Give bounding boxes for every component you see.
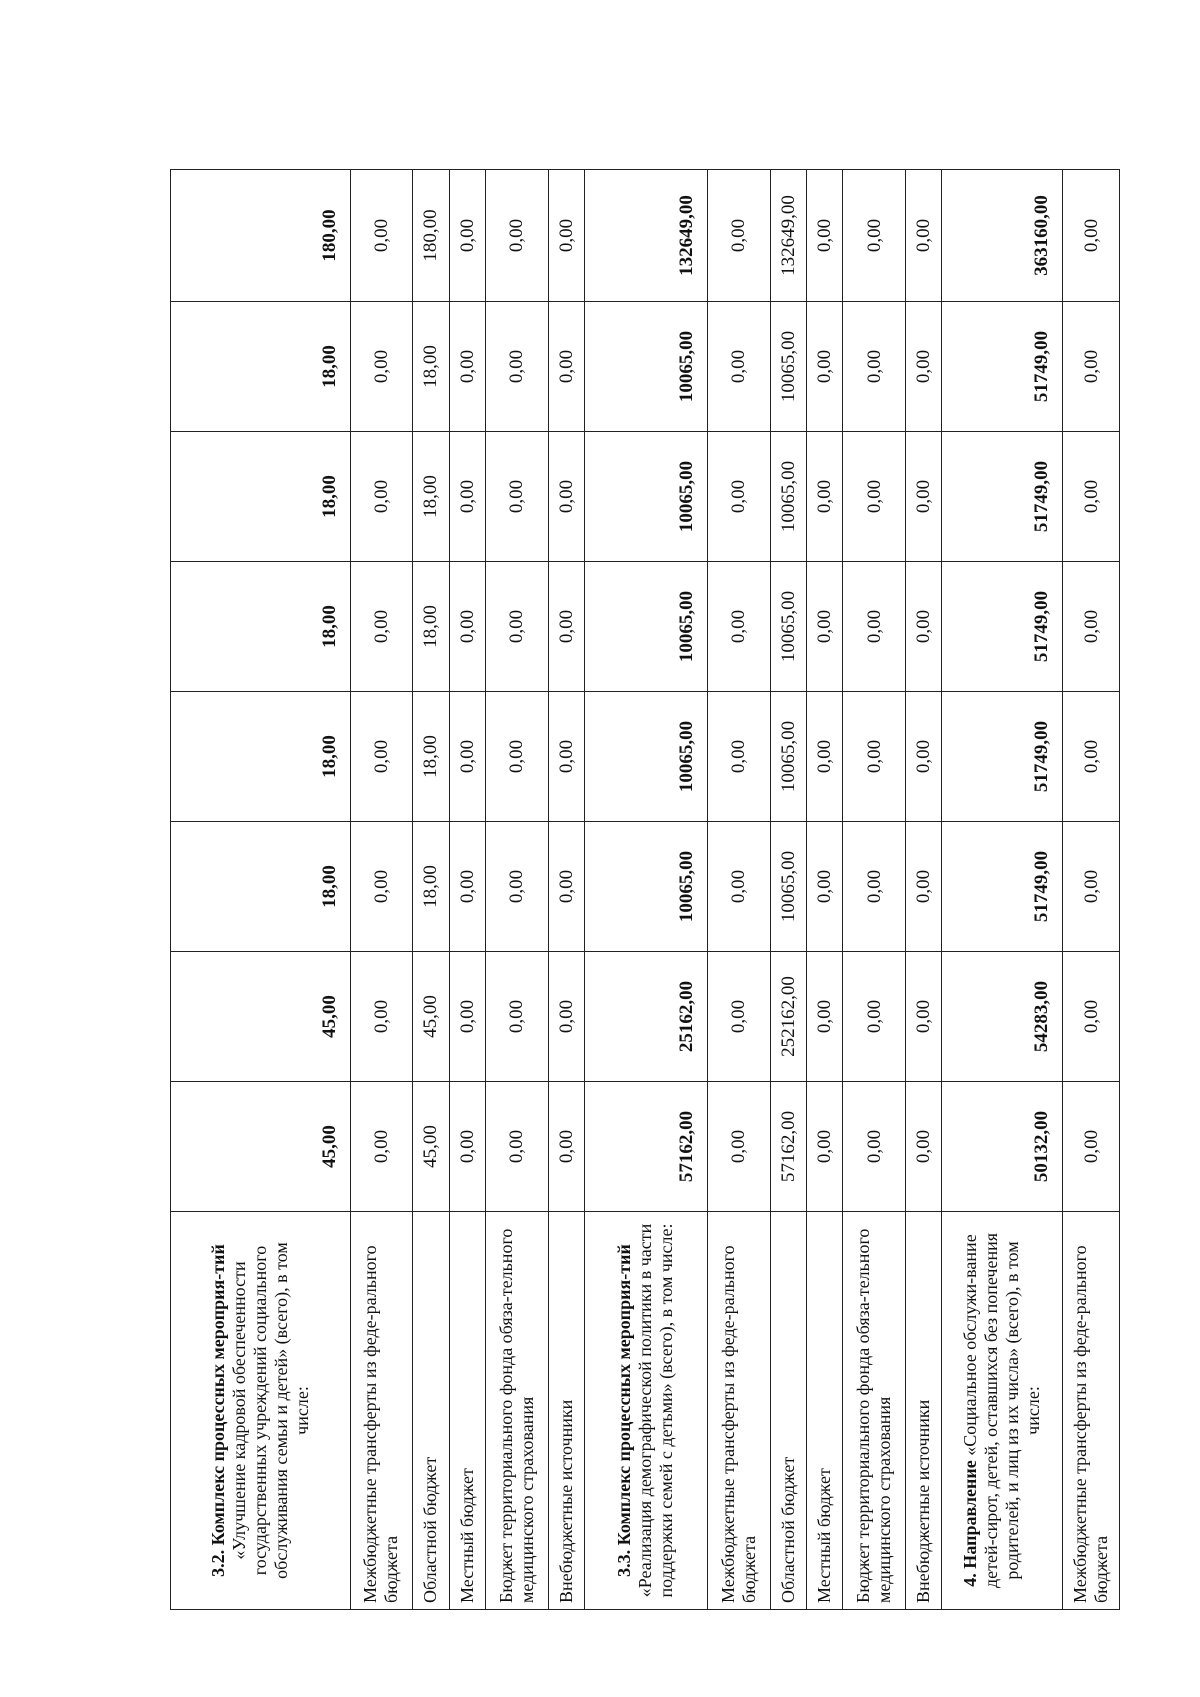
- row-label: Межбюджетные трансферты из феде-рального бюджета: [1070, 1245, 1112, 1603]
- value-cell: 10065,00: [584, 692, 707, 822]
- value-cell: 132649,00: [770, 170, 806, 302]
- value-cell: 0,00: [708, 692, 771, 822]
- value-cell: 0,00: [1063, 692, 1120, 822]
- value-cell: 0,00: [843, 432, 906, 562]
- table-row: [485, 170, 548, 1610]
- value-cell: 0,00: [449, 562, 485, 692]
- value-cell: 45,00: [171, 952, 351, 1082]
- value-cell: 363160,00: [942, 170, 1063, 302]
- value-cell: 0,00: [449, 822, 485, 952]
- row-label-cell: [942, 1212, 1063, 1610]
- value-cell: 0,00: [449, 302, 485, 432]
- value-cell: 0,00: [350, 562, 413, 692]
- value-cell: 0,00: [485, 822, 548, 952]
- value-cell: 0,00: [350, 432, 413, 562]
- row-label: Межбюджетные трансферты из феде-рального бюджета: [717, 1245, 759, 1603]
- table-row-total: [584, 170, 707, 1610]
- row-label-cell: [806, 1212, 842, 1610]
- value-cell: 0,00: [485, 952, 548, 1082]
- value-cell: 0,00: [1063, 952, 1120, 1082]
- rotated-table-wrapper: [170, 170, 1120, 1610]
- row-label: Областной бюджет: [777, 1456, 798, 1603]
- value-cell: 10065,00: [584, 562, 707, 692]
- value-cell: 0,00: [905, 562, 941, 692]
- value-cell: 0,00: [485, 170, 548, 302]
- value-cell: 0,00: [708, 952, 771, 1082]
- value-cell: 51749,00: [942, 822, 1063, 952]
- value-cell: 45,00: [171, 1082, 351, 1212]
- value-cell: 180,00: [413, 170, 449, 302]
- value-cell: 0,00: [449, 692, 485, 822]
- row-direction-title: 4. Направление: [960, 1460, 981, 1587]
- value-cell: 0,00: [843, 170, 906, 302]
- row-label-cell: [171, 1212, 351, 1610]
- value-cell: 10065,00: [584, 822, 707, 952]
- row-label-cell: [548, 1212, 584, 1610]
- value-cell: 0,00: [449, 432, 485, 562]
- value-cell: 10065,00: [584, 432, 707, 562]
- value-cell: 0,00: [485, 302, 548, 432]
- table-row: [708, 170, 771, 1610]
- value-cell: 0,00: [350, 1082, 413, 1212]
- value-cell: 10065,00: [770, 302, 806, 432]
- value-cell: 18,00: [171, 562, 351, 692]
- row-label-cell: [584, 1212, 707, 1610]
- value-cell: 0,00: [350, 170, 413, 302]
- value-cell: 0,00: [548, 1082, 584, 1212]
- value-cell: 0,00: [548, 952, 584, 1082]
- value-cell: 0,00: [449, 952, 485, 1082]
- value-cell: 10065,00: [770, 432, 806, 562]
- value-cell: 0,00: [548, 302, 584, 432]
- value-cell: 18,00: [171, 822, 351, 952]
- value-cell: 18,00: [413, 692, 449, 822]
- value-cell: 0,00: [350, 302, 413, 432]
- row-label: Внебюджетные источники: [555, 1399, 576, 1603]
- value-cell: 18,00: [171, 302, 351, 432]
- table-row: [843, 170, 906, 1610]
- value-cell: 0,00: [708, 822, 771, 952]
- value-cell: 18,00: [413, 562, 449, 692]
- value-cell: 0,00: [806, 692, 842, 822]
- value-cell: 0,00: [843, 952, 906, 1082]
- value-cell: 0,00: [843, 692, 906, 822]
- value-cell: 51749,00: [942, 432, 1063, 562]
- row-label: Областной бюджет: [420, 1456, 441, 1603]
- value-cell: 0,00: [843, 822, 906, 952]
- row-label-cell: [485, 1212, 548, 1610]
- value-cell: 0,00: [806, 562, 842, 692]
- table-row: [1063, 170, 1120, 1610]
- value-cell: 0,00: [548, 432, 584, 562]
- value-cell: 0,00: [905, 1082, 941, 1212]
- value-cell: 10065,00: [770, 692, 806, 822]
- row-label-cell: [1063, 1212, 1120, 1610]
- value-cell: 18,00: [413, 432, 449, 562]
- row-label-cell: [843, 1212, 906, 1610]
- value-cell: 0,00: [1063, 432, 1120, 562]
- value-cell: 18,00: [413, 822, 449, 952]
- value-cell: 0,00: [485, 692, 548, 822]
- value-cell: 18,00: [171, 692, 351, 822]
- value-cell: 0,00: [843, 562, 906, 692]
- table-row-total: [171, 170, 351, 1610]
- table-row: [449, 170, 485, 1610]
- row-label-cell: [350, 1212, 413, 1610]
- value-cell: 0,00: [843, 302, 906, 432]
- value-cell: 0,00: [1063, 302, 1120, 432]
- value-cell: 50132,00: [942, 1082, 1063, 1212]
- value-cell: 0,00: [1063, 562, 1120, 692]
- value-cell: 0,00: [806, 432, 842, 562]
- value-cell: 0,00: [485, 1082, 548, 1212]
- row-section-title: 3.2. Комплекс процессных мероприя-тий: [207, 1244, 228, 1577]
- table-row: [413, 170, 449, 1610]
- value-cell: 0,00: [350, 952, 413, 1082]
- value-cell: 54283,00: [942, 952, 1063, 1082]
- value-cell: 57162,00: [584, 1082, 707, 1212]
- value-cell: 18,00: [171, 432, 351, 562]
- budget-table: [170, 169, 1120, 1610]
- value-cell: 0,00: [905, 170, 941, 302]
- row-label: Внебюджетные источники: [913, 1399, 934, 1603]
- value-cell: 10065,00: [770, 822, 806, 952]
- value-cell: 0,00: [548, 692, 584, 822]
- table-row-total: [942, 170, 1063, 1610]
- row-label: Местный бюджет: [456, 1468, 477, 1603]
- row-label-cell: [905, 1212, 941, 1610]
- value-cell: 0,00: [905, 822, 941, 952]
- value-cell: 0,00: [708, 1082, 771, 1212]
- table-row: [806, 170, 842, 1610]
- value-cell: 0,00: [806, 302, 842, 432]
- value-cell: 0,00: [905, 302, 941, 432]
- row-direction-description: «Социальное обслужи-вание детей-сирот, детей, оставшихся без попечения родителей, и лиц из их числа» (всего), в том числе:: [960, 1232, 1044, 1589]
- value-cell: 0,00: [806, 1082, 842, 1212]
- value-cell: 18,00: [413, 302, 449, 432]
- value-cell: 0,00: [350, 822, 413, 952]
- value-cell: 0,00: [708, 170, 771, 302]
- value-cell: 0,00: [708, 302, 771, 432]
- table-row: [905, 170, 941, 1610]
- value-cell: 0,00: [843, 1082, 906, 1212]
- value-cell: 51749,00: [942, 302, 1063, 432]
- row-label-cell: [449, 1212, 485, 1610]
- value-cell: 0,00: [806, 952, 842, 1082]
- table-row: [770, 170, 806, 1610]
- row-label-cell: [770, 1212, 806, 1610]
- row-label: Межбюджетные трансферты из феде-рального бюджета: [360, 1245, 402, 1603]
- row-label: Бюджет территориального фонда обяза-тельного медицинского страхования: [853, 1228, 895, 1603]
- value-cell: 0,00: [548, 170, 584, 302]
- value-cell: 0,00: [1063, 822, 1120, 952]
- value-cell: 0,00: [708, 432, 771, 562]
- value-cell: 252162,00: [770, 952, 806, 1082]
- value-cell: 0,00: [449, 170, 485, 302]
- row-section-description: «Улучшение кадровой обеспеченности государственных учреждений социального обслуживания семьи и детей» (всего), в том числе:: [228, 1242, 312, 1579]
- value-cell: 45,00: [413, 1082, 449, 1212]
- value-cell: 0,00: [806, 822, 842, 952]
- row-label: Бюджет территориального фонда обяза-тельного медицинского страхования: [495, 1228, 537, 1603]
- value-cell: 0,00: [350, 692, 413, 822]
- table-row: [548, 170, 584, 1610]
- row-label: Местный бюджет: [814, 1468, 835, 1603]
- value-cell: 0,00: [485, 562, 548, 692]
- value-cell: 0,00: [806, 170, 842, 302]
- value-cell: 0,00: [1063, 170, 1120, 302]
- table-row: [350, 170, 413, 1610]
- row-label-cell: [708, 1212, 771, 1610]
- value-cell: 132649,00: [584, 170, 707, 302]
- value-cell: 180,00: [171, 170, 351, 302]
- value-cell: 0,00: [905, 432, 941, 562]
- value-cell: 51749,00: [942, 692, 1063, 822]
- row-section-description: «Реализация демографической политики в части поддержки семей с детьми» (всего), в том числе:: [635, 1223, 677, 1598]
- value-cell: 51749,00: [942, 562, 1063, 692]
- row-label-cell: [413, 1212, 449, 1610]
- value-cell: 45,00: [413, 952, 449, 1082]
- value-cell: 0,00: [1063, 1082, 1120, 1212]
- value-cell: 0,00: [708, 562, 771, 692]
- value-cell: 0,00: [548, 562, 584, 692]
- value-cell: 0,00: [485, 432, 548, 562]
- value-cell: 25162,00: [584, 952, 707, 1082]
- value-cell: 10065,00: [770, 562, 806, 692]
- value-cell: 0,00: [548, 822, 584, 952]
- value-cell: 0,00: [905, 952, 941, 1082]
- value-cell: 57162,00: [770, 1082, 806, 1212]
- row-section-title: 3.3. Комплекс процессных мероприя-тий: [614, 1244, 635, 1577]
- value-cell: 0,00: [449, 1082, 485, 1212]
- value-cell: 0,00: [905, 692, 941, 822]
- value-cell: 10065,00: [584, 302, 707, 432]
